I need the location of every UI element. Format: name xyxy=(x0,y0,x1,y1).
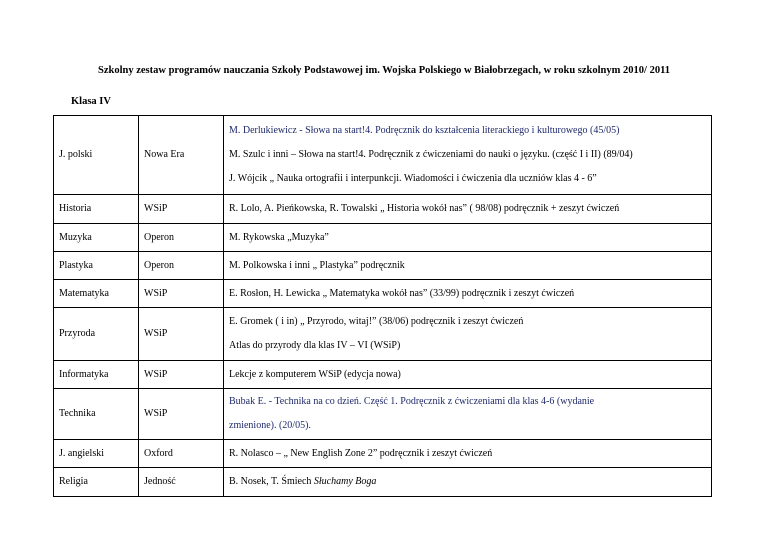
book-line: M. Szulc i inni – Słowa na start!4. Podręcznik z ćwiczeniami do nauki o języku. (część I i II) (89/04) xyxy=(229,149,633,160)
publisher-cell: WSiP xyxy=(139,389,224,440)
books-cell xyxy=(224,308,712,361)
book-line: E. Gromek ( i in) „ Przyrodo, witaj!” (38/06) podręcznik i zeszyt ćwiczeń xyxy=(229,316,524,327)
page-title: Szkolny zestaw programów nauczania Szkoły Podstawowej im. Wojska Polskiego w Białobrzegach, w roku szkolnym 2010/ 2011 xyxy=(98,65,670,76)
book-line: zmienione). (20/05). xyxy=(229,420,311,431)
publisher-cell: WSiP xyxy=(139,195,224,224)
publisher-cell: WSiP xyxy=(139,308,224,361)
publisher-cell: Operon xyxy=(139,252,224,280)
curriculum-table xyxy=(53,115,712,497)
books-cell xyxy=(224,389,712,440)
table-row xyxy=(54,308,712,361)
subject-cell: J. angielski xyxy=(54,440,139,468)
table-row xyxy=(54,116,712,195)
publisher-cell: Nowa Era xyxy=(139,116,224,195)
publisher-cell: WSiP xyxy=(139,280,224,308)
subject-cell: Matematyka xyxy=(54,280,139,308)
publisher-cell: Operon xyxy=(139,224,224,252)
book-line: Atlas do przyrody dla klas IV – VI (WSiP) xyxy=(229,340,401,351)
book-line: M. Rykowska „Muzyka” xyxy=(229,231,329,243)
books-cell xyxy=(224,224,712,252)
books-cell xyxy=(224,468,712,497)
book-line: E. Rosłon, H. Lewicka „ Matematyka wokół nas” (33/99) podręcznik i zeszyt ćwiczeń xyxy=(229,287,575,299)
subject-cell: J. polski xyxy=(54,116,139,195)
book-line: Bubak E. - Technika na co dzień. Część 1. Podręcznik z ćwiczeniami dla klas 4-6 (wydanie xyxy=(229,396,595,407)
table-row xyxy=(54,440,712,468)
publisher-cell: Oxford xyxy=(139,440,224,468)
table-row xyxy=(54,389,712,440)
publisher-cell: Jedność xyxy=(139,468,224,497)
book-line: R. Lolo, A. Pieńkowska, R. Towalski „ Historia wokół nas” ( 98/08) podręcznik + zeszyt ćwiczeń xyxy=(229,203,620,214)
publisher-cell: WSiP xyxy=(139,361,224,389)
books-cell xyxy=(224,195,712,224)
subject-cell: Technika xyxy=(54,389,139,440)
books-cell xyxy=(224,361,712,389)
table-row xyxy=(54,224,712,252)
subject-cell: Religia xyxy=(54,468,139,497)
book-line: M. Polkowska i inni „ Plastyka” podręcznik xyxy=(229,259,405,271)
subject-cell: Przyroda xyxy=(54,308,139,361)
table-row xyxy=(54,468,712,497)
book-line: M. Derlukiewicz - Słowa na start!4. Podręcznik do kształcenia literackiego i kulturowego (45/05) xyxy=(229,125,620,136)
books-cell xyxy=(224,440,712,468)
subject-cell: Plastyka xyxy=(54,252,139,280)
books-cell xyxy=(224,280,712,308)
book-line: R. Nolasco – „ New English Zone 2” podręcznik i zeszyt ćwiczeń xyxy=(229,447,493,459)
book-line: J. Wójcik „ Nauka ortografii i interpunkcji. Wiadomości i ćwiczenia dla uczniów klas 4 - 6” xyxy=(229,173,597,184)
table-row xyxy=(54,361,712,389)
class-label: Klasa IV xyxy=(71,96,111,107)
subject-cell: Historia xyxy=(54,195,139,224)
book-line xyxy=(229,476,706,488)
book-title: Słuchamy Boga xyxy=(313,476,377,487)
book-line: Lekcje z komputerem WSiP (edycja nowa) xyxy=(229,368,401,380)
books-cell xyxy=(224,116,712,195)
books-cell xyxy=(224,252,712,280)
table-row xyxy=(54,280,712,308)
subject-cell: Informatyka xyxy=(54,361,139,389)
table-row xyxy=(54,252,712,280)
subject-cell: Muzyka xyxy=(54,224,139,252)
book-authors: B. Nosek, T. Śmiech xyxy=(229,476,314,487)
table-row xyxy=(54,195,712,224)
